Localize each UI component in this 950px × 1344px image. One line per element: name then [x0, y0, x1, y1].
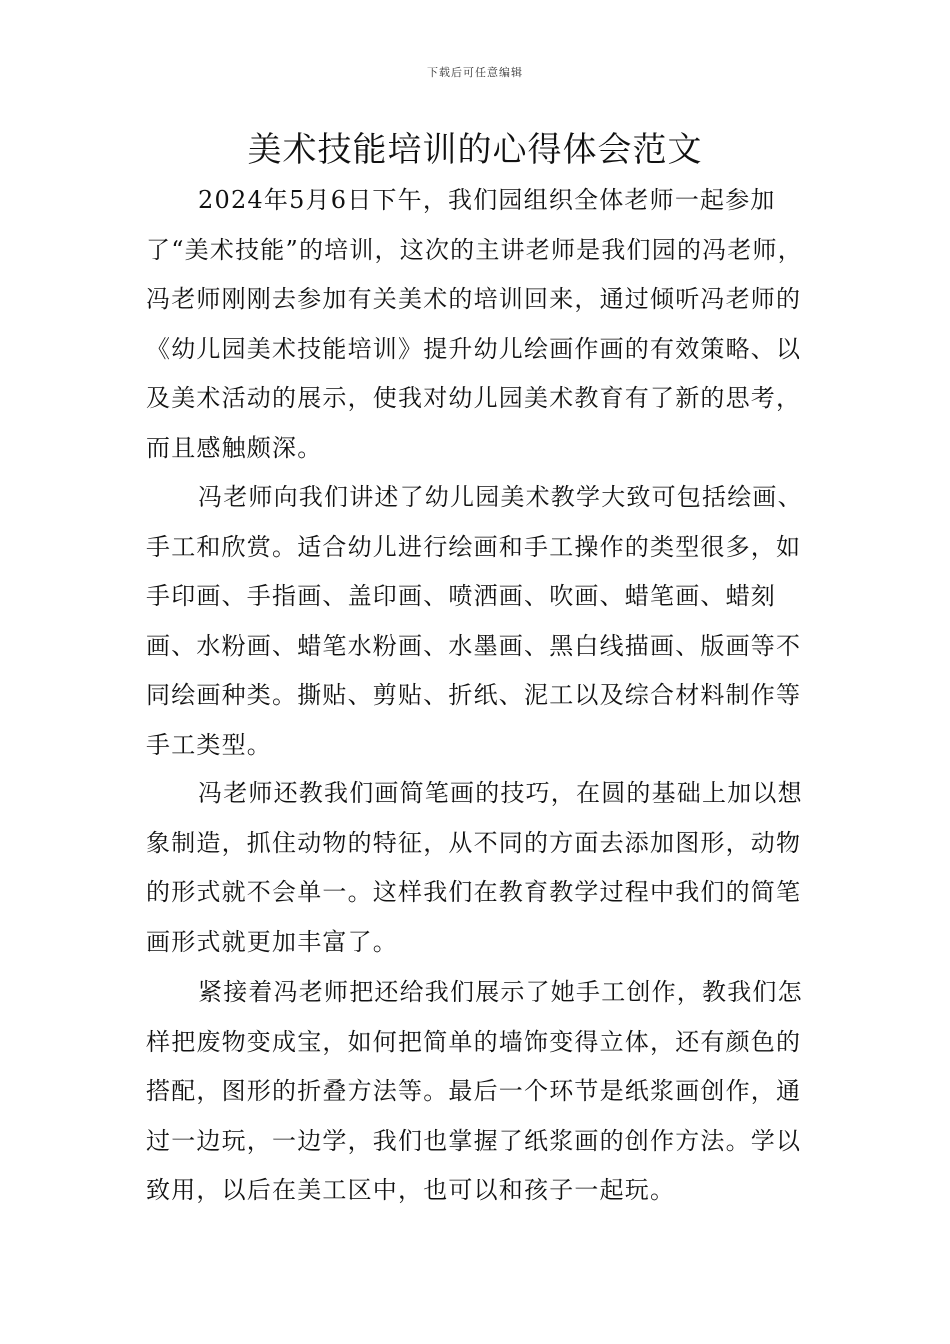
paragraph-2 — [146, 473, 826, 770]
paragraph-3 — [146, 769, 826, 967]
document-title: 美术技能培训的心得体会范文 — [247, 130, 703, 170]
paragraph-4 — [146, 968, 826, 1216]
page-header: 下载后可任意编辑 — [427, 66, 523, 79]
paragraph-text: 2024年5月6日下午，我们园组织全体老师一起参加了“美术技能”的培训，这次的主讲老师是我们园的冯老师，冯老师刚刚去参加有关美术的培训回来，通过倾听冯老师的《幼儿园美术技能培训》提升幼儿绘画作画的有效策略、以及美术活动的展示，使我对幼儿园美术教育有了新的思考，而且感触颇深。 — [146, 186, 803, 462]
paragraph-text: 冯老师向我们讲述了幼儿园美术教学大致可包括绘画、手工和欣赏。适合幼儿进行绘画和手工操作的类型很多，如手印画、手指画、盖印画、喷洒画、吹画、蜡笔画、蜡刻画、水粉画、蜡笔水粉画、水墨画、黑白线描画、版画等不同绘画种类。撕贴、剪贴、折纸、泥工以及综合材料制作等手工类型。 — [146, 483, 803, 759]
paragraph-1 — [146, 176, 826, 473]
paragraph-text: 冯老师还教我们画简笔画的技巧，在圆的基础上加以想象制造，抓住动物的特征，从不同的方面去添加图形，动物的形式就不会单一。这样我们在教育教学过程中我们的简笔画形式就更加丰富了。 — [146, 779, 803, 956]
paragraph-text: 紧接着冯老师把还给我们展示了她手工创作，教我们怎样把废物变成宝，如何把简单的墙饰变得立体，还有颜色的搭配，图形的折叠方法等。最后一个环节是纸浆画创作，通过一边玩，一边学，我们也掌握了纸浆画的创作方法。学以致用，以后在美工区中，也可以和孩子一起玩。 — [146, 978, 803, 1204]
